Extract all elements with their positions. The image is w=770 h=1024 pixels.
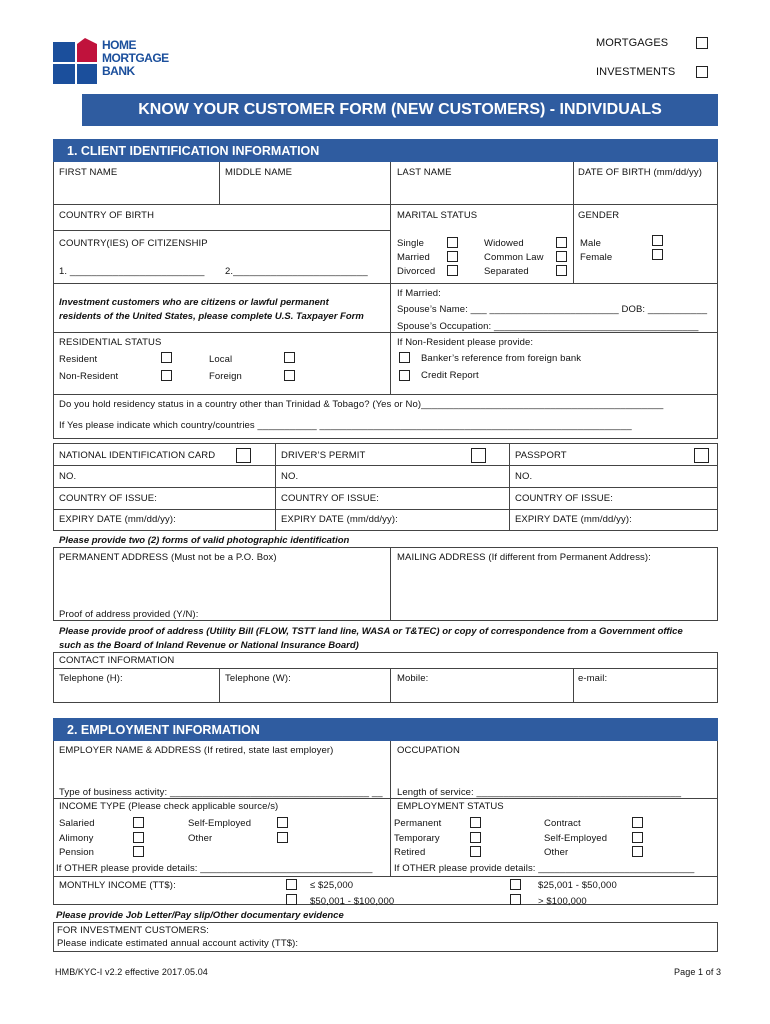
citizenship-1-field[interactable]: 1. _________________________	[59, 266, 205, 277]
income-range-4-label: > $100,000	[538, 896, 587, 907]
alimony-label: Alimony	[59, 833, 94, 844]
female-checkbox[interactable]	[652, 249, 663, 260]
common-law-label: Common Law	[484, 252, 544, 263]
email-field[interactable]: e-mail:	[578, 673, 608, 684]
section-1-heading: 1. CLIENT IDENTIFICATION INFORMATION	[53, 139, 718, 162]
income-range-2-label: $50,001 - $100,000	[310, 896, 395, 907]
gender-label: GENDER	[578, 210, 620, 221]
salaried-checkbox[interactable]	[133, 817, 144, 828]
form-version: HMB/KYC-I v2.2 effective 2017.05.04	[55, 967, 208, 977]
alimony-checkbox[interactable]	[133, 832, 144, 843]
national-id-label: NATIONAL IDENTIFICATION CARD	[59, 450, 216, 461]
married-checkbox[interactable]	[447, 251, 458, 262]
foreign-label: Foreign	[209, 371, 242, 382]
drivers-permit-country[interactable]: COUNTRY OF ISSUE:	[281, 493, 379, 504]
female-label: Female	[580, 252, 613, 263]
photo-id-note: Please provide two (2) forms of valid photographic identification	[59, 535, 350, 546]
dob-label: DATE OF BIRTH (mm/dd/yy)	[578, 167, 702, 178]
passport-label: PASSPORT	[515, 450, 567, 461]
widowed-checkbox[interactable]	[556, 237, 567, 248]
non-resident-checkbox[interactable]	[161, 370, 172, 381]
employment-status-label: EMPLOYMENT STATUS	[397, 801, 504, 812]
annual-activity-field[interactable]: Please indicate estimated annual account activity (TT$):	[57, 938, 299, 949]
self-employed-status-label: Self-Employed	[544, 833, 608, 844]
non-resident-label: Non-Resident	[59, 371, 119, 382]
marital-status-label: MARITAL STATUS	[397, 210, 478, 221]
logo-text-home: HOME	[102, 38, 136, 52]
length-of-service-field[interactable]: Length of service: ______________________________________	[397, 787, 682, 798]
occupation-label: OCCUPATION	[397, 745, 460, 756]
logo-mark	[53, 38, 99, 84]
country-of-birth-label: COUNTRY OF BIRTH	[59, 210, 155, 221]
temporary-checkbox[interactable]	[470, 832, 481, 843]
mortgages-checkbox[interactable]	[696, 37, 708, 49]
proof-of-address-field[interactable]: Proof of address provided (Y/N):	[59, 609, 199, 620]
bankers-reference-label: Banker’s reference from foreign bank	[421, 353, 582, 364]
drivers-permit-no[interactable]: NO.	[281, 471, 299, 482]
permanent-checkbox[interactable]	[470, 817, 481, 828]
permanent-address-label: PERMANENT ADDRESS (Must not be a P.O. Box)	[59, 552, 277, 563]
temporary-label: Temporary	[394, 833, 440, 844]
married-label: Married	[397, 252, 430, 263]
passport-expiry[interactable]: EXPIRY DATE (mm/dd/yy):	[515, 514, 632, 525]
citizenship-label: COUNTRY(IES) OF CITIZENSHIP	[59, 238, 208, 249]
national-id-checkbox[interactable]	[236, 448, 251, 463]
widowed-label: Widowed	[484, 238, 524, 249]
first-name-label: FIRST NAME	[59, 167, 118, 178]
foreign-checkbox[interactable]	[284, 370, 295, 381]
retired-checkbox[interactable]	[470, 846, 481, 857]
retired-label: Retired	[394, 847, 426, 858]
separated-label: Separated	[484, 266, 529, 277]
contract-checkbox[interactable]	[632, 817, 643, 828]
male-checkbox[interactable]	[652, 235, 663, 246]
male-label: Male	[580, 238, 601, 249]
divorced-checkbox[interactable]	[447, 265, 458, 276]
residential-status-label: RESIDENTIAL STATUS	[59, 337, 162, 348]
bankers-reference-checkbox[interactable]	[399, 352, 410, 363]
drivers-permit-expiry[interactable]: EXPIRY DATE (mm/dd/yy):	[281, 514, 398, 525]
logo-text-mortgage: MORTGAGE	[102, 51, 169, 65]
resident-checkbox[interactable]	[161, 352, 172, 363]
investments-label: INVESTMENTS	[596, 66, 676, 78]
other-income-checkbox[interactable]	[277, 832, 288, 843]
job-letter-note: Please provide Job Letter/Pay slip/Other documentary evidence	[56, 910, 344, 921]
drivers-permit-checkbox[interactable]	[471, 448, 486, 463]
us-taxpayer-note-2: residents of the United States, please complete U.S. Taxpayer Form	[59, 311, 364, 322]
mortgages-label: MORTGAGES	[596, 37, 669, 49]
other-status-label: Other	[544, 847, 569, 858]
page-number: Page 1 of 3	[674, 967, 722, 977]
income-range-2-checkbox[interactable]	[286, 894, 297, 905]
other-status-checkbox[interactable]	[632, 846, 643, 857]
business-activity-field[interactable]: Type of business activity: _____________________________________ __	[59, 787, 383, 798]
mobile-field[interactable]: Mobile:	[397, 673, 429, 684]
spouse-name-field[interactable]: Spouse’s Name: ___ ________________________ DOB: ___________	[397, 304, 708, 315]
middle-name-label: MIDDLE NAME	[225, 167, 293, 178]
section-2-heading: 2. EMPLOYMENT INFORMATION	[53, 718, 718, 741]
form-title: KNOW YOUR CUSTOMER FORM (NEW CUSTOMERS) - INDIVIDUALS	[82, 94, 718, 126]
permanent-label: Permanent	[394, 818, 442, 829]
if-non-resident-label: If Non-Resident please provide:	[397, 337, 534, 348]
passport-no[interactable]: NO.	[515, 471, 533, 482]
mailing-address-label: MAILING ADDRESS (If different from Permanent Address):	[397, 552, 651, 563]
local-checkbox[interactable]	[284, 352, 295, 363]
income-range-1-label: ≤ $25,000	[310, 880, 354, 891]
other-status-details[interactable]: If OTHER please provide details: _____________________________	[394, 863, 695, 874]
national-id-no[interactable]: NO.	[59, 471, 77, 482]
if-married-label: If Married:	[397, 288, 441, 299]
investment-customers-label: FOR INVESTMENT CUSTOMERS:	[57, 925, 210, 936]
common-law-checkbox[interactable]	[556, 251, 567, 262]
national-id-country[interactable]: COUNTRY OF ISSUE:	[59, 493, 157, 504]
monthly-income-label: MONTHLY INCOME (TT$):	[59, 880, 176, 891]
income-range-4-checkbox[interactable]	[510, 894, 521, 905]
contact-information-label: CONTACT INFORMATION	[59, 655, 175, 666]
other-income-details[interactable]: If OTHER please provide details: ________________________________	[56, 863, 373, 874]
separated-checkbox[interactable]	[556, 265, 567, 276]
spouse-occupation-field[interactable]: Spouse’s Occupation: ______________________________________	[397, 321, 699, 332]
residency-question[interactable]: Do you hold residency status in a country other than Trinidad & Tobago? (Yes or No)_____________________________________________	[59, 399, 664, 410]
passport-checkbox[interactable]	[694, 448, 709, 463]
telephone-home-field[interactable]: Telephone (H):	[59, 673, 123, 684]
self-employed-label: Self-Employed	[188, 818, 252, 829]
resident-label: Resident	[59, 354, 98, 365]
residency-countries[interactable]: If Yes please indicate which country/countries ___________ __________________________________________________________	[59, 420, 632, 431]
income-type-label: INCOME TYPE (Please check applicable source/s)	[59, 801, 279, 812]
self-employed-status-checkbox[interactable]	[632, 832, 643, 843]
citizenship-2-field[interactable]: 2._________________________	[225, 266, 368, 277]
proof-of-address-note-1: Please provide proof of address (Utility Bill (FLOW, TSTT land line, WASA or T&TEC) or copy of correspondence from a Government office	[59, 626, 683, 637]
contract-label: Contract	[544, 818, 581, 829]
single-label: Single	[397, 238, 425, 249]
pension-label: Pension	[59, 847, 95, 858]
credit-report-label: Credit Report	[421, 370, 479, 381]
national-id-expiry[interactable]: EXPIRY DATE (mm/dd/yy):	[59, 514, 176, 525]
income-range-3-checkbox[interactable]	[510, 879, 521, 890]
telephone-work-field[interactable]: Telephone (W):	[225, 673, 291, 684]
local-label: Local	[209, 354, 233, 365]
bank-logo	[53, 36, 169, 84]
last-name-label: LAST NAME	[397, 167, 452, 178]
logo-text-bank: BANK	[102, 64, 135, 78]
proof-of-address-note-2: such as the Board of Inland Revenue or National Insurance Board)	[59, 640, 359, 651]
credit-report-checkbox[interactable]	[399, 370, 410, 381]
income-range-1-checkbox[interactable]	[286, 879, 297, 890]
salaried-label: Salaried	[59, 818, 95, 829]
drivers-permit-label: DRIVER’S PERMIT	[281, 450, 366, 461]
employer-label: EMPLOYER NAME & ADDRESS (If retired, state last employer)	[59, 745, 334, 756]
self-employed-checkbox[interactable]	[277, 817, 288, 828]
passport-country[interactable]: COUNTRY OF ISSUE:	[515, 493, 613, 504]
divorced-label: Divorced	[397, 266, 436, 277]
single-checkbox[interactable]	[447, 237, 458, 248]
us-taxpayer-note-1: Investment customers who are citizens or lawful permanent	[59, 297, 329, 308]
income-range-3-label: $25,001 - $50,000	[538, 880, 617, 891]
investments-checkbox[interactable]	[696, 66, 708, 78]
pension-checkbox[interactable]	[133, 846, 144, 857]
other-income-label: Other	[188, 833, 213, 844]
